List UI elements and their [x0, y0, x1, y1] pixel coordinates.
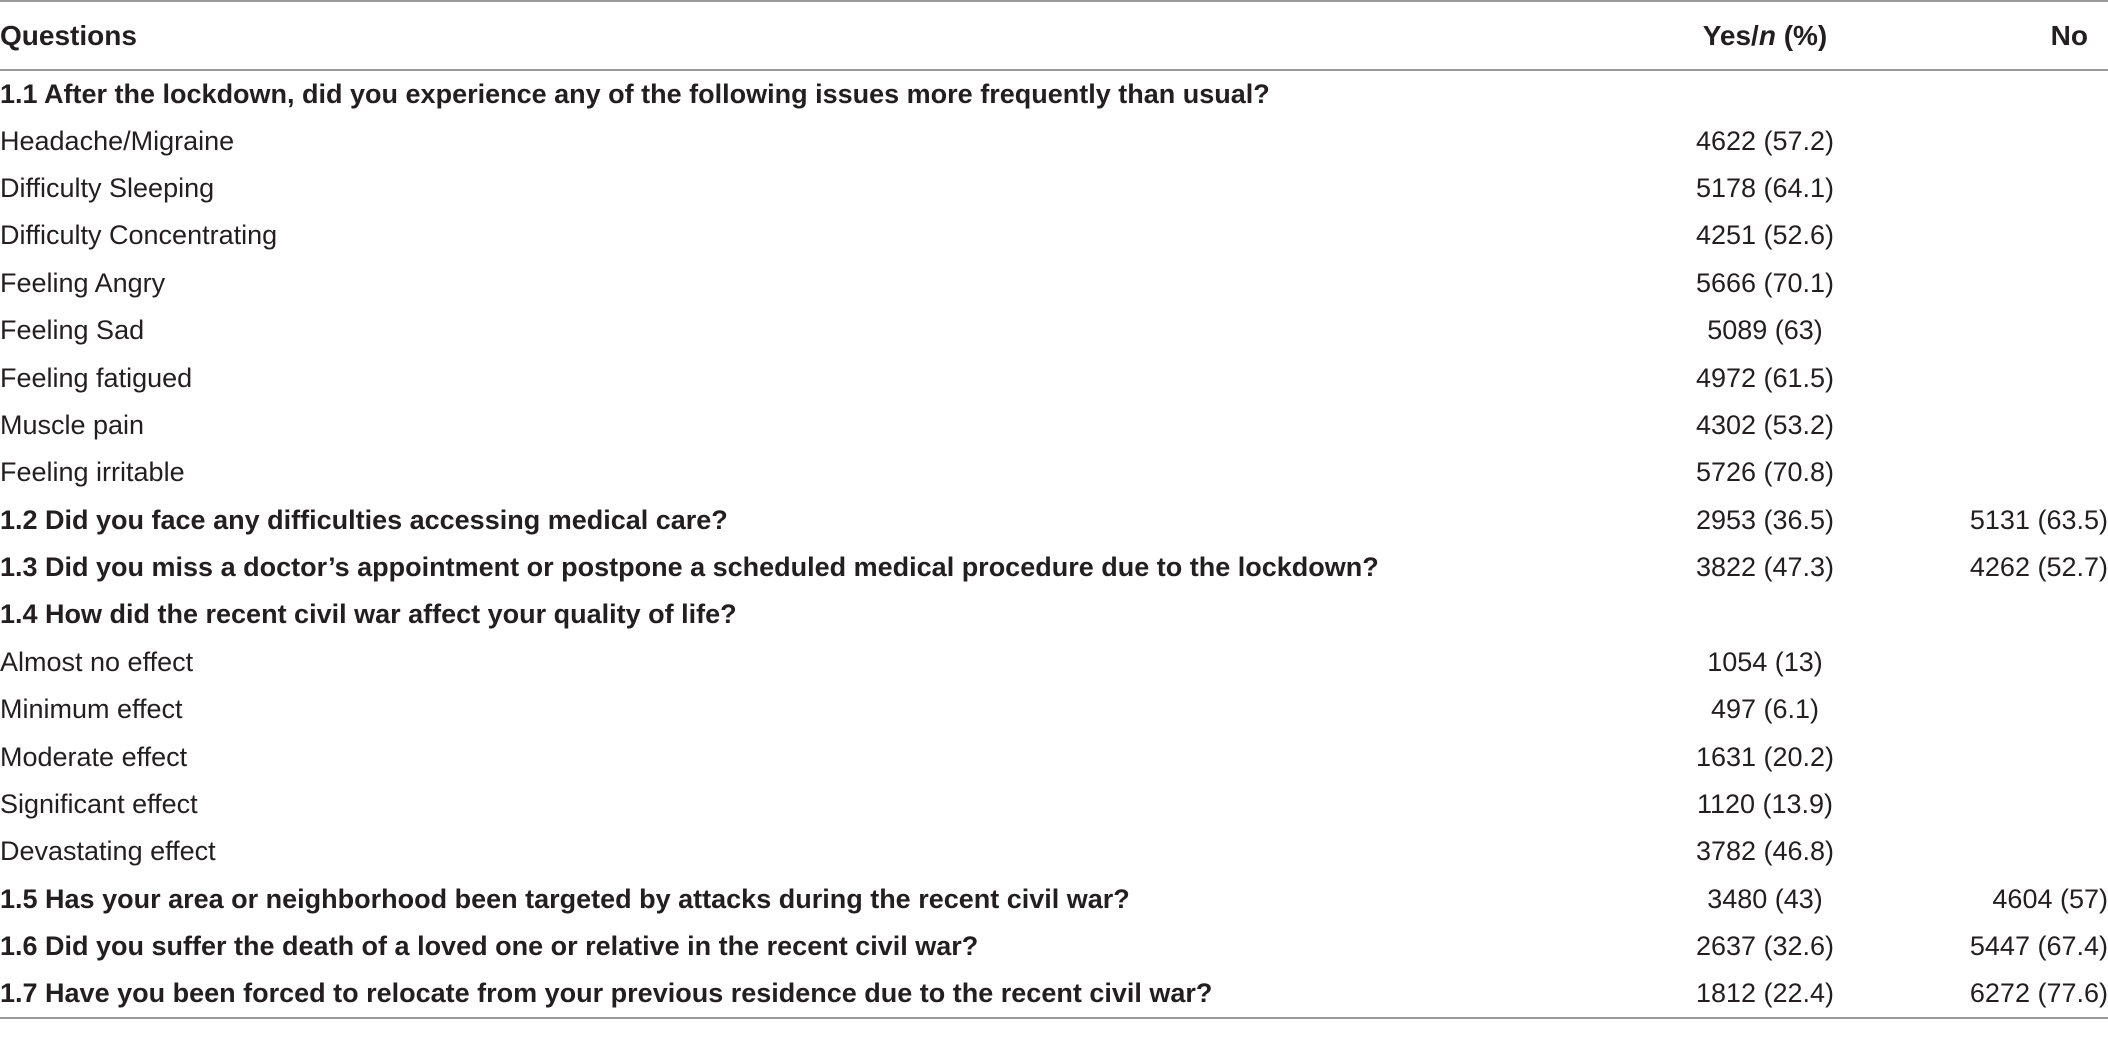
row-no-value: [1890, 781, 2108, 828]
row-yes-value: 4972 (61.5): [1695, 362, 1835, 393]
row-question: 1.5 Has your area or neighborhood been targeted by attacks during the recent civil war?: [0, 883, 1130, 914]
row-yes-value: 1812 (22.4): [1695, 978, 1835, 1009]
table-row: [0, 449, 2108, 496]
table-row: [0, 402, 2108, 449]
row-no-value: 4604 (57): [1992, 883, 2108, 914]
row-question: Difficulty Concentrating: [0, 220, 278, 251]
table-row: [0, 307, 2108, 354]
row-yes-value: 4622 (57.2): [1695, 125, 1835, 156]
row-yes-value: 4302 (53.2): [1695, 409, 1835, 440]
row-no-value: [1890, 686, 2108, 733]
header-no: No: [2050, 19, 2088, 51]
table-row: [0, 733, 2108, 780]
row-no-value: [1890, 402, 2108, 449]
row-question: Feeling Angry: [0, 267, 166, 298]
table-row: [0, 686, 2108, 733]
header-row: [0, 1, 2108, 70]
row-yes-value: 1120 (13.9): [1696, 789, 1834, 820]
row-yes-value: 1054 (13): [1707, 646, 1823, 677]
row-question: Headache/Migraine: [0, 125, 235, 156]
row-question: Feeling Sad: [0, 315, 145, 346]
table-row: [0, 117, 2108, 164]
row-no-value: [1890, 70, 2108, 117]
row-no-value: [1890, 828, 2108, 875]
table-row: [0, 212, 2108, 259]
table-row: [0, 828, 2108, 875]
row-yes-value: 5089 (63): [1707, 315, 1823, 346]
row-question: Almost no effect: [0, 646, 194, 677]
row-question: 1.7 Have you been forced to relocate from your previous residence due to the recent civil war?: [0, 978, 1213, 1009]
row-yes-value: 2953 (36.5): [1695, 504, 1835, 535]
row-question: Minimum effect: [0, 694, 183, 725]
row-yes-value: 3480 (43): [1707, 883, 1823, 914]
row-question: Moderate effect: [0, 741, 188, 772]
row-question: Significant effect: [0, 789, 198, 820]
row-no-value: [1890, 260, 2108, 307]
row-no-value: [1890, 354, 2108, 401]
header-questions: Questions: [0, 19, 137, 51]
table-header: [0, 1, 2108, 70]
table-row: [0, 591, 2108, 638]
header-yes: [1610, 1, 1890, 70]
row-yes-value: 5666 (70.1): [1695, 267, 1835, 298]
row-yes-value: 5178 (64.1): [1695, 172, 1835, 203]
row-no-value: [1890, 117, 2108, 164]
row-yes-value: 2637 (32.6): [1695, 931, 1835, 962]
table-row: [0, 639, 2108, 686]
table-row: [0, 923, 2108, 970]
row-yes-value: [1610, 591, 1890, 638]
row-no-value: 6272 (77.6): [1969, 978, 2108, 1009]
table-row: [0, 781, 2108, 828]
row-yes-value: 5726 (70.8): [1695, 457, 1835, 488]
row-no-value: 5447 (67.4): [1969, 931, 2108, 962]
row-no-value: [1890, 307, 2108, 354]
row-no-value: 4262 (52.7): [1969, 552, 2108, 583]
table-row: [0, 497, 2108, 544]
header-yes-prefix: Yes/: [1702, 19, 1759, 51]
row-yes-value: 4251 (52.6): [1695, 220, 1835, 251]
row-question: Muscle pain: [0, 409, 145, 440]
row-no-value: 5131 (63.5): [1969, 504, 2108, 535]
row-question: 1.1 After the lockdown, did you experience any of the following issues more frequently than usual?: [0, 78, 1270, 109]
table-row: [0, 876, 2108, 923]
table-body: [0, 70, 2108, 1018]
row-no-value: [1890, 212, 2108, 259]
table-row: [0, 544, 2108, 591]
row-question: 1.6 Did you suffer the death of a loved one or relative in the recent civil war?: [0, 931, 979, 962]
row-yes-value: [1610, 70, 1890, 117]
row-yes-value: 3822 (47.3): [1695, 552, 1835, 583]
row-question: Feeling irritable: [0, 457, 185, 488]
row-yes-value: 1631 (20.2): [1695, 741, 1835, 772]
row-no-value: [1890, 449, 2108, 496]
table-row: [0, 70, 2108, 117]
row-question: 1.3 Did you miss a doctor’s appointment or postpone a scheduled medical procedure due to the lockdown?: [0, 552, 1379, 583]
table-row: [0, 165, 2108, 212]
table-row: [0, 260, 2108, 307]
row-no-value: [1890, 639, 2108, 686]
table-row: [0, 354, 2108, 401]
row-question: 1.2 Did you face any difficulties accessing medical care?: [0, 504, 728, 535]
row-yes-value: 3782 (46.8): [1695, 836, 1835, 867]
row-no-value: [1890, 165, 2108, 212]
row-no-value: [1890, 591, 2108, 638]
row-question: Difficulty Sleeping: [0, 172, 215, 203]
row-question: Devastating effect: [0, 836, 216, 867]
row-question: Feeling fatigued: [0, 362, 193, 393]
row-question: 1.4 How did the recent civil war affect your quality of life?: [0, 599, 737, 630]
header-yes-n: n: [1758, 19, 1776, 51]
row-no-value: [1890, 733, 2108, 780]
table-row: [0, 970, 2108, 1017]
row-yes-value: 497 (6.1): [1710, 694, 1820, 725]
header-yes-suffix: (%): [1775, 19, 1828, 51]
